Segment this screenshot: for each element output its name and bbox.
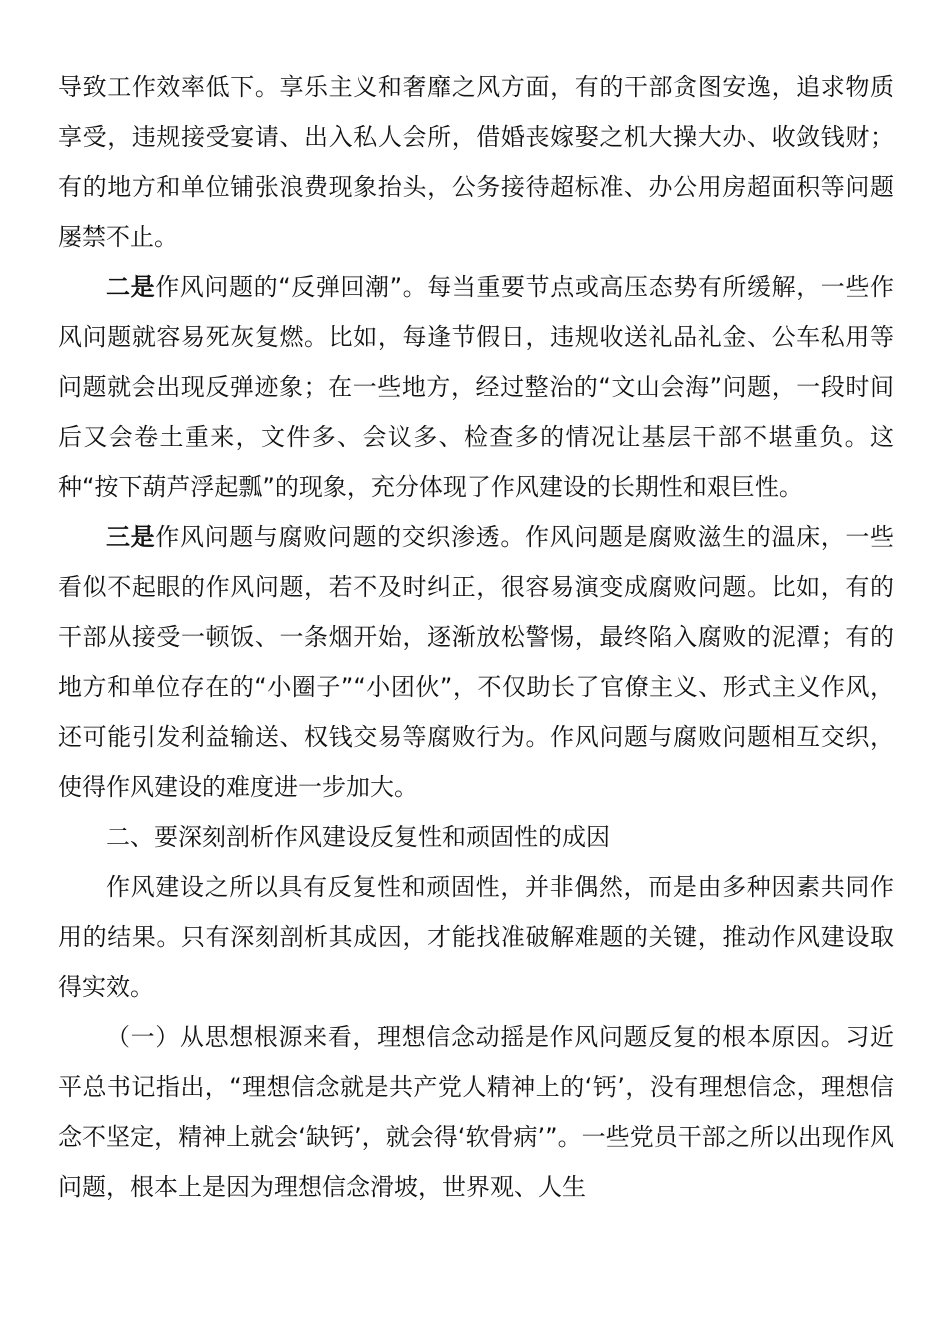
paragraph-lead-label: 二是: [106, 273, 156, 301]
document-body: [58, 62, 894, 1212]
paragraph-intro: 作风建设之所以具有反复性和顽固性，并非偶然，而是由多种因素共同作用的结果。只有深刻剖析其成因，才能找准破解难题的关键，推动作风建设取得实效。: [58, 873, 894, 1001]
paragraph-lead-label: 三是: [106, 523, 156, 551]
paragraph-rebound: [58, 262, 894, 512]
paragraph-text: 作风问题与腐败问题的交织渗透。作风问题是腐败滋生的温床，一些看似不起眼的作风问题，若不及时纠正，很容易演变成腐败问题。比如，有的干部从接受一顿饭、一条烟开始，逐渐放松警惕，最终陷入腐败的泥潭；有的地方和单位存在的“小圈子”“小团伙”，不仅助长了官僚主义、形式主义作风，还可能引发利益输送、权钱交易等腐败行为。作风问题与腐败问题相互交织，使得作风建设的难度进一步加大。: [58, 523, 895, 801]
paragraph-interweave: [58, 512, 894, 812]
paragraph-continued: 导致工作效率低下。享乐主义和奢靡之风方面，有的干部贪图安逸，追求物质享受，违规接受宴请、出入私人会所，借婚丧嫁娶之机大操大办、收敛钱财；有的地方和单位铺张浪费现象抬头，公务接待超标准、办公用房超面积等问题屡禁不止。: [58, 73, 894, 251]
section-heading: 二、要深刻剖析作风建设反复性和顽固性的成因: [106, 823, 610, 851]
paragraph-text: 作风问题的“反弹回潮”。每当重要节点或高压态势有所缓解，一些作风问题就容易死灰复燃。比如，每逢节假日，违规收送礼品礼金、公车私用等问题就会出现反弹迹象；在一些地方，经过整治的“文山会海”问题，一段时间后又会卷土重来，文件多、会议多、检查多的情况让基层干部不堪重负。这种“按下葫芦浮起瓢”的现象，充分体现了作风建设的长期性和艰巨性。: [58, 273, 894, 501]
paragraph-subsection-one: （一）从思想根源来看，理想信念动摇是作风问题反复的根本原因。习近平总书记指出，“理想信念就是共产党人精神上的‘钙’，没有理想信念，理想信念不坚定，精神上就会‘缺钙’，就会得‘软骨病’”。一些党员干部之所以出现作风问题，根本上是因为理想信念滑坡，世界观、人生: [58, 1023, 894, 1201]
